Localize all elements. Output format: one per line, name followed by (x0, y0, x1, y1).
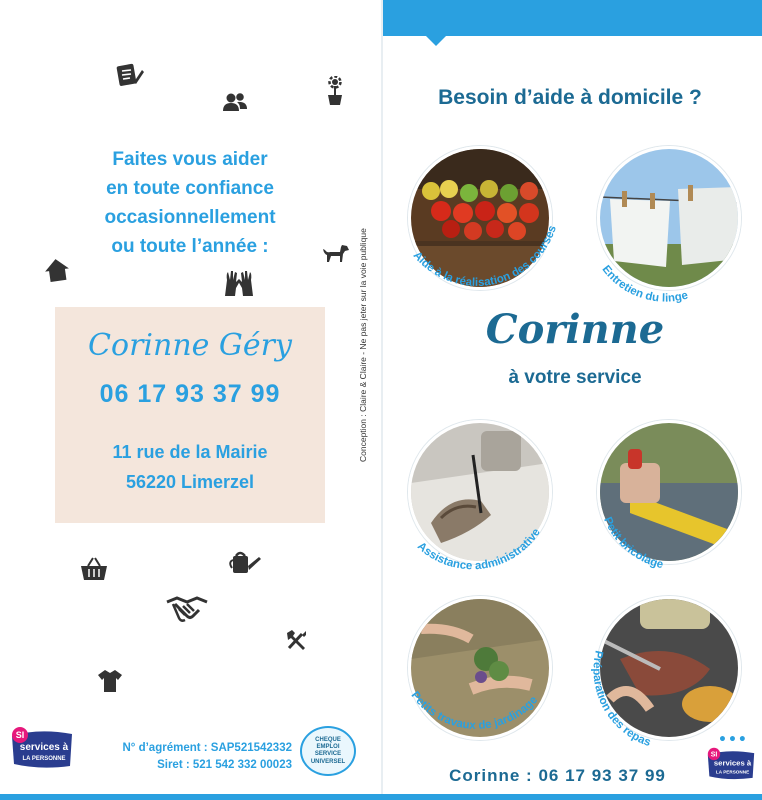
cesu-line2: EMPLOI (316, 744, 340, 750)
sap-badge: SI (15, 730, 25, 740)
siret-number: Siret : 521 542 332 00023 (157, 759, 292, 771)
gloves-icon (222, 268, 256, 298)
basket-icon (80, 556, 108, 582)
sap-line2-small: LA PERSONNE (715, 769, 750, 775)
sap-line2: LA PERSONNE (22, 756, 66, 762)
intro-line: en toute confiance (106, 178, 274, 199)
intro-line: Faites vous aider (112, 149, 268, 170)
bottom-bar-left (0, 794, 383, 800)
cesu-line3: SERVICE (314, 751, 342, 757)
sap-badge-small: SI (710, 751, 718, 759)
registration-info (92, 740, 292, 774)
cesu-logo (300, 726, 356, 776)
tools-icon (284, 628, 308, 652)
house-icon (44, 258, 70, 282)
dog-icon (320, 242, 350, 268)
notepad-icon (116, 62, 144, 88)
contact-phone[interactable]: 06 17 93 37 99 (99, 380, 281, 408)
service-label-groceries: Aide à la réalisation des courses (410, 224, 559, 289)
brand-tagline: à votre service (508, 367, 642, 388)
contact-name: Corinne Géry (88, 328, 292, 363)
handshake-icon (165, 592, 209, 626)
address-street: 11 rue de la Mairie (112, 442, 268, 462)
caption-gardening (367, 555, 587, 775)
design-credits: Conception : Claire & Claire - Ne pas jeter sur la voie publique (358, 228, 368, 462)
headline-question: Besoin d’aide à domicile ? (438, 86, 702, 109)
service-label-gardening: Petits travaux de jardinage (408, 689, 541, 732)
svg-text:Entretien du linge (600, 263, 690, 304)
shirt-icon (97, 668, 123, 694)
intro-line: occasionnellement (104, 207, 276, 228)
people-icon (222, 92, 248, 112)
svg-text:Préparation des repas (590, 649, 652, 749)
flowerpot-icon (325, 76, 345, 106)
service-label-laundry: Entretien du linge (599, 263, 690, 305)
watering-can-icon (228, 548, 262, 576)
services-a-la-personne-logo (8, 726, 76, 770)
footer-phone[interactable]: Corinne : 06 17 93 37 99 (449, 766, 666, 785)
cesu-line4: UNIVERSEL (310, 759, 346, 765)
sap-line1: services à (19, 742, 69, 753)
svg-text:Petits travaux de jardinage (409, 689, 541, 731)
agrement-number: N° d’agrément : SAP521542332 (122, 742, 292, 754)
cesu-line1: CHEQUE (315, 737, 341, 743)
top-banner-bar (383, 0, 762, 36)
caption-laundry (556, 105, 762, 325)
sap-line1-small: services à (713, 758, 752, 768)
intro-text (70, 145, 310, 261)
address-city: 56220 Limerzel (125, 472, 255, 492)
brand-name: Corinne (485, 306, 665, 353)
top-banner-tab (426, 36, 446, 46)
services-a-la-personne-logo-small (702, 747, 760, 781)
service-label-cooking: Préparation des repas (590, 649, 653, 749)
intro-line: ou toute l’année : (111, 236, 269, 257)
svg-text:Aide à la réalisation des cour (411, 224, 559, 289)
bottom-bar-right (383, 794, 762, 800)
caption-groceries (367, 105, 587, 325)
decorative-dots: ••• (718, 732, 748, 748)
service-label-administrative: Assistance administrative (414, 526, 543, 573)
service-label-diy: Petit bricolage (601, 515, 665, 572)
